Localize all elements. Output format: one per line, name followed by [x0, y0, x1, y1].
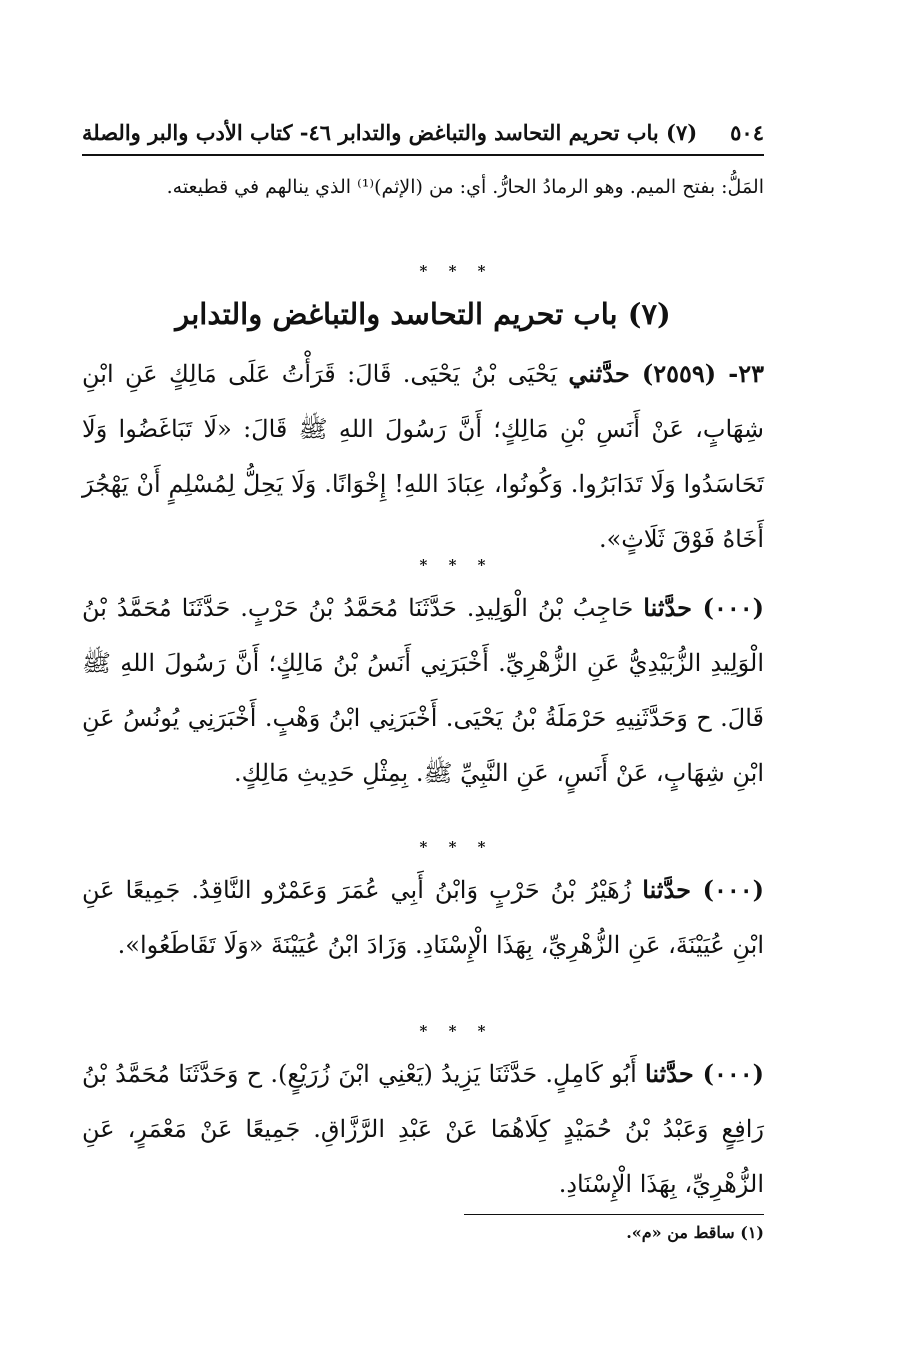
hadith-text: يَحْيَى بْنُ يَحْيَى. قَالَ: قَرَأْتُ عَلَى مَالِكٍ عَنِ ابْنِ شِهَابٍ، عَنْ أَنَسِ بْنِ مَالِكٍ؛ أَنَّ رَسُولَ اللهِ ﷺ قَالَ: «لَا تَبَاغَضُوا وَلَا تَحَاسَدُوا وَلَا تَدَابَرُوا. وَكُونُوا، عِبَادَ اللهِ! إِخْوَانًا. وَلَا يَحِلُّ لِمُسْلِمٍ أَنْ يَهْجُرَ أَخَاهُ فَوْقَ ثَلَاثٍ».	[82, 360, 764, 553]
footnote-rule	[464, 1214, 764, 1215]
section-separator: * * *	[419, 556, 494, 574]
page-number: ٥٠٤	[730, 120, 764, 145]
hadith-number: (٠٠٠) حدَّثنا	[645, 1059, 764, 1088]
section-separator: * * *	[419, 838, 494, 856]
hadith-text: زُهَيْرُ بْنُ حَرْبٍ وَابْنُ أَبِي عُمَرَ وَعَمْرٌو النَّاقِدُ. جَمِيعًا عَنِ ابْنِ عُيَيْنَةَ، عَنِ الزُّهْرِيِّ، بِهَذَا الْإِسْنَادِ. وَزَادَ ابْنُ عُيَيْنَةَ «وَلَا تَقَاطَعُوا».	[82, 876, 764, 959]
carryover-note: المَلُّ: بفتح الميم. وهو الرمادُ الحارُّ. أي: من (الإثم)⁽¹⁾ الذي ينالهم في قطيعته.	[166, 176, 764, 198]
header-title: (٧) باب تحريم التحاسد والتباغض والتدابر ٤٦- كتاب الأدب والبر والصلة	[82, 120, 698, 145]
hadith-text: أَبُو كَامِلٍ. حَدَّثَنَا يَزِيدُ (يَعْنِي ابْنَ زُرَيْعٍ). ح وَحَدَّثَنَا مُحَمَّدُ بْنُ رَافِعٍ وَعَبْدُ بْنُ حُمَيْدٍ كِلَاهُمَا عَنْ عَبْدِ الرَّزَّاقِ. جَمِيعًا عَنْ مَعْمَرٍ، عَنِ الزُّهْرِيِّ، بِهَذَا الْإِسْنَادِ.	[82, 1060, 764, 1198]
hadith-paragraph	[82, 862, 764, 973]
hadith-text: حَاجِبُ بْنُ الْوَلِيدِ. حَدَّثَنَا مُحَمَّدُ بْنُ حَرْبٍ. حَدَّثَنَا مُحَمَّدُ بْنُ الْوَلِيدِ الزُّبَيْدِيُّ عَنِ الزُّهْرِيِّ. أَخْبَرَنِي أَنَسُ بْنُ مَالِكٍ؛ أَنَّ رَسُولَ اللهِ ﷺ قَالَ. ح وَحَدَّثَنِيهِ حَرْمَلَةُ بْنُ يَحْيَى. أَخْبَرَنِي ابْنُ وَهْبٍ. أَخْبَرَنِي يُونُسُ عَنِ ابْنِ شِهَابٍ، عَنْ أَنَسٍ، عَنِ النَّبِيِّ ﷺ. بِمِثْلِ حَدِيثِ مَالِكٍ.	[82, 594, 764, 787]
hadith-number: ٢٣- (٢٥٥٩) حدَّثني	[568, 359, 765, 388]
hadith-paragraph	[82, 1046, 764, 1212]
hadith-number: (٠٠٠) حدَّثنا	[642, 875, 764, 904]
chapter-title: (٧) باب تحريم التحاسد والتباغض والتدابر	[175, 297, 671, 331]
footnote: (١) ساقط من «م».	[626, 1223, 764, 1242]
hadith-paragraph	[82, 580, 764, 801]
hadith-number: (٠٠٠) حدَّثنا	[643, 593, 764, 622]
running-header	[82, 112, 764, 156]
section-separator: * * *	[419, 262, 494, 280]
section-separator: * * *	[419, 1022, 494, 1040]
hadith-paragraph	[82, 346, 764, 567]
